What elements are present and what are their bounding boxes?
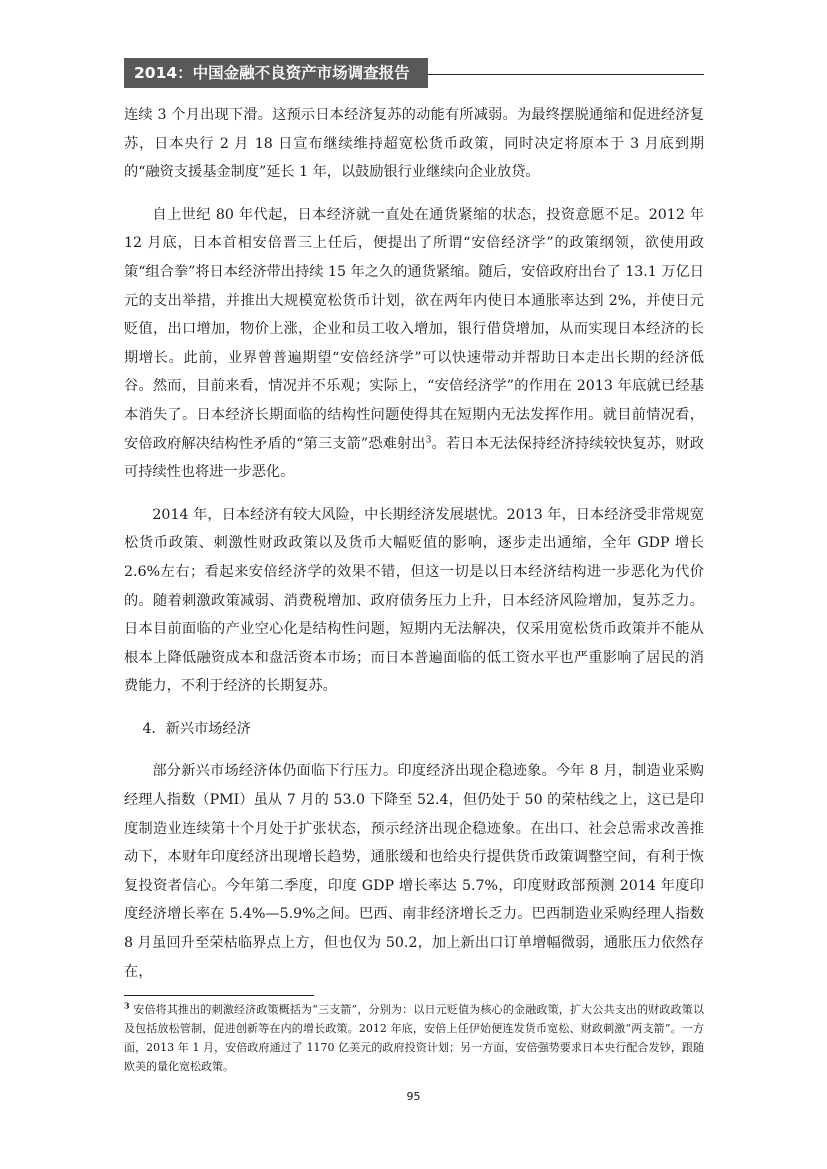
- paragraph-japan-2014: 2014 年，日本经济有较大风险，中长期经济发展堪忧。2013 年，日本经济受非常规宽松货币政策、刺激性财政政策以及货币大幅贬值的影响，逐步走出通缩，全年 GDP 增长 2.6%左右；看起来安倍经济学的效果不错，但这一切是以日本经济结构进一步恶化为代价的。随着刺激政策减弱、消费税增加、政府债务压力上升，日本经济风险增加，复苏乏力。日本目前面临的产业空心化是结构性问题，短期内无法解决，仅采用宽松货币政策并不能从根本上降低融资成本和盘活资本市场；而日本普遍面临的低工资水平也严重影响了居民的消费能力，不利于经济的长期复苏。: [124, 506, 704, 695]
- footnote-text: 安倍将其推出的刺激经济政策概括为“三支箭”，分别为：以日元贬值为核心的金融政策，扩大公共支出的财政政策以及包括放松管制，促进创新等在内的增长政策。2012 年底，安倍上任伊始便连发货币宽松、财政刺激“两支箭”。一方面，2013 年 1 月，安倍政府通过了 1170 亿美元的政府投资计划；另一方面，安倍强势要求日本央行配合发钞，跟随欧美的量化宽松政策。: [124, 1003, 704, 1073]
- paragraph-abenomics-tail: 。若日本无法保持经济持续较快复苏，财政可持续性也将进一步恶化。: [124, 435, 704, 481]
- page-number: 95: [406, 1090, 421, 1103]
- footnote: [124, 1000, 704, 1076]
- report-header-title: 2014：中国金融不良资产市场调查报告: [124, 58, 428, 88]
- paragraph-emerging-markets: 部分新兴市场经济体仍面临下行压力。印度经济出现企稳迹象。今年 8 月，制造业采购经理人指数（PMI）虽从 7 月的 53.0 下降至 52.4，但仍处于 50 的荣枯线之上，这已是印度制造业连续第十个月处于扩张状态，预示经济出现企稳迹象。在出口、社会总需求改善推动下，本财年印度经济出现增长趋势，通胀缓和也给央行提供货币政策调整空间，有利于恢复投资者信心。今年第二季度，印度 GDP 增长率达 5.7%，印度财政部预测 2014 年度印度经济增长率在 5.4%—5.9%之间。巴西、南非经济增长乏力。巴西制造业采购经理人指数 8 月虽回升至荣枯临界点上方，但也仅为 50.2，加上新出口订单增幅微弱，通胀压力依然存在，: [124, 763, 704, 980]
- footnote-marker: 3: [124, 1000, 130, 1011]
- paragraph-abenomics: [124, 201, 704, 487]
- paragraph-continued: 连续 3 个月出现下滑。这预示日本经济复苏的动能有所减弱。为最终摆脱通缩和促进经济复苏，日本央行 2 月 18 日宣布继续维持超宽松货币政策，同时决定将原本于 3 月底到期的“融资支援基金制度”延长 1 年，以鼓励银行业继续向企业放贷。: [124, 107, 704, 181]
- footnote-reference[interactable]: 3: [425, 434, 432, 445]
- section-heading: 4．新兴市场经济: [142, 720, 251, 737]
- footnote-divider: [124, 995, 314, 996]
- header-rule: [428, 74, 704, 75]
- paragraph-abenomics-text: 自上世纪 80 年代起，日本经济就一直处在通货紧缩的状态，投资意愿不足。2012 年 12 月底，日本首相安倍晋三上任后，便提出了所谓“安倍经济学”的政策纲领，欲使用政策“组合拳”将日本经济带出持续 15 年之久的通货紧缩。随后，安倍政府出台了 13.1 万亿日元的支出举措，并推出大规模宽松货币计划，欲在两年内使日本通胀率达到 2%，并使日元贬值，出口增加，物价上涨，企业和员工收入增加，银行借贷增加，从而实现日本经济的长期增长。此前，业界曾普遍期望“安倍经济学”可以快速带动并帮助日本走出长期的经济低谷。然而，目前来看，情况并不乐观；实际上，“安倍经济学”的作用在 2013 年底就已经基本消失了。日本经济长期面临的结构性问题使得其在短期内无法发挥作用。就目前情况看，安倍政府解决结构性矛盾的“第三支箭”恐难射出: [124, 206, 704, 452]
- main-body: [124, 101, 704, 986]
